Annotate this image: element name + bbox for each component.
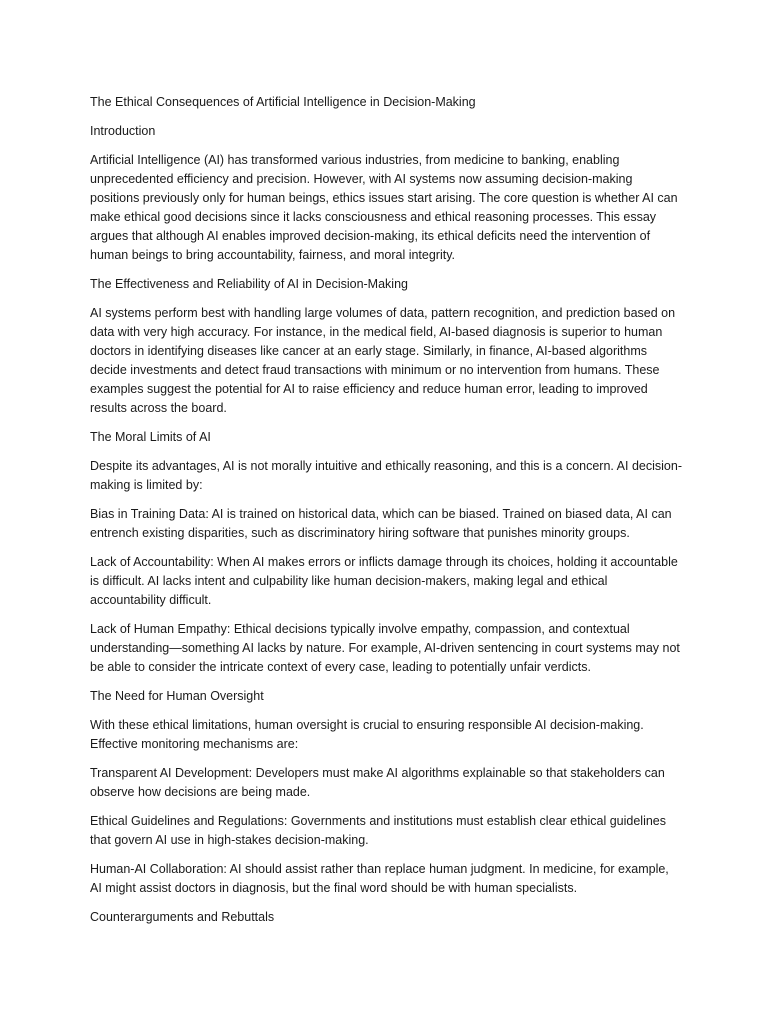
paragraph-collaboration: Human-AI Collaboration: AI should assist rather than replace human judgment. In medicine, for example, AI might assist doctors in diagnosis, but the final word should be with human specialists.: [90, 862, 669, 895]
section-heading-moral-limits: The Moral Limits of AI: [90, 430, 211, 444]
paragraph-introduction: Artificial Intelligence (AI) has transformed various industries, from medicine to banking, enabling unprecedented efficiency and precision. However, with AI systems now assuming decision-making positions previously only for human beings, ethics issues start arising. The core question is whether AI can make ethical good decisions since it lacks consciousness and ethical reasoning processes. This essay argues that although AI enables improved decision-making, its ethical deficits need the intervention of human beings to bring accountability, fairness, and moral integrity.: [90, 153, 678, 262]
paragraph-bias: Bias in Training Data: AI is trained on historical data, which can be biased. Trained on biased data, AI can entrench existing disparities, such as discriminatory hiring software that punishes minority groups.: [90, 507, 672, 540]
paragraph-moral-limits-intro: Despite its advantages, AI is not morally intuitive and ethically reasoning, and this is a concern. AI decision-making is limited by:: [90, 459, 682, 492]
section-heading-effectiveness: The Effectiveness and Reliability of AI in Decision-Making: [90, 277, 408, 291]
section-heading-introduction: Introduction: [90, 124, 156, 138]
paragraph-transparent-development: Transparent AI Development: Developers must make AI algorithms explainable so that stakeholders can observe how decisions are being made.: [90, 766, 665, 799]
paragraph-oversight-intro: With these ethical limitations, human oversight is crucial to ensuring responsible AI decision-making. Effective monitoring mechanisms are:: [90, 718, 644, 751]
paragraph-empathy: Lack of Human Empathy: Ethical decisions typically involve empathy, compassion, and contextual understanding—something AI lacks by nature. For example, AI-driven sentencing in court systems may not be able to consider the intricate context of every case, leading to potentially unfair verdicts.: [90, 622, 680, 674]
paragraph-effectiveness: AI systems perform best with handling large volumes of data, pattern recognition, and prediction based on data with very high accuracy. For instance, in the medical field, AI-based diagnosis is superior to human doctors in identifying diseases like cancer at an early stage. Similarly, in finance, AI-based algorithms decide investments and detect fraud transactions with minimum or no intervention from humans. These examples suggest the potential for AI to raise efficiency and reduce human error, leading to improved results across the board.: [90, 306, 676, 415]
document-title: The Ethical Consequences of Artificial Intelligence in Decision-Making: [90, 95, 476, 109]
paragraph-guidelines: Ethical Guidelines and Regulations: Governments and institutions must establish clear ethical guidelines that govern AI use in high-stakes decision-making.: [90, 814, 667, 847]
section-heading-counterarguments: Counterarguments and Rebuttals: [90, 910, 275, 924]
section-heading-oversight: The Need for Human Oversight: [90, 689, 264, 703]
paragraph-accountability: Lack of Accountability: When AI makes errors or inflicts damage through its choices, holding it accountable is difficult. AI lacks intent and culpability like human decision-makers, making legal and ethical accountability difficult.: [90, 555, 678, 607]
